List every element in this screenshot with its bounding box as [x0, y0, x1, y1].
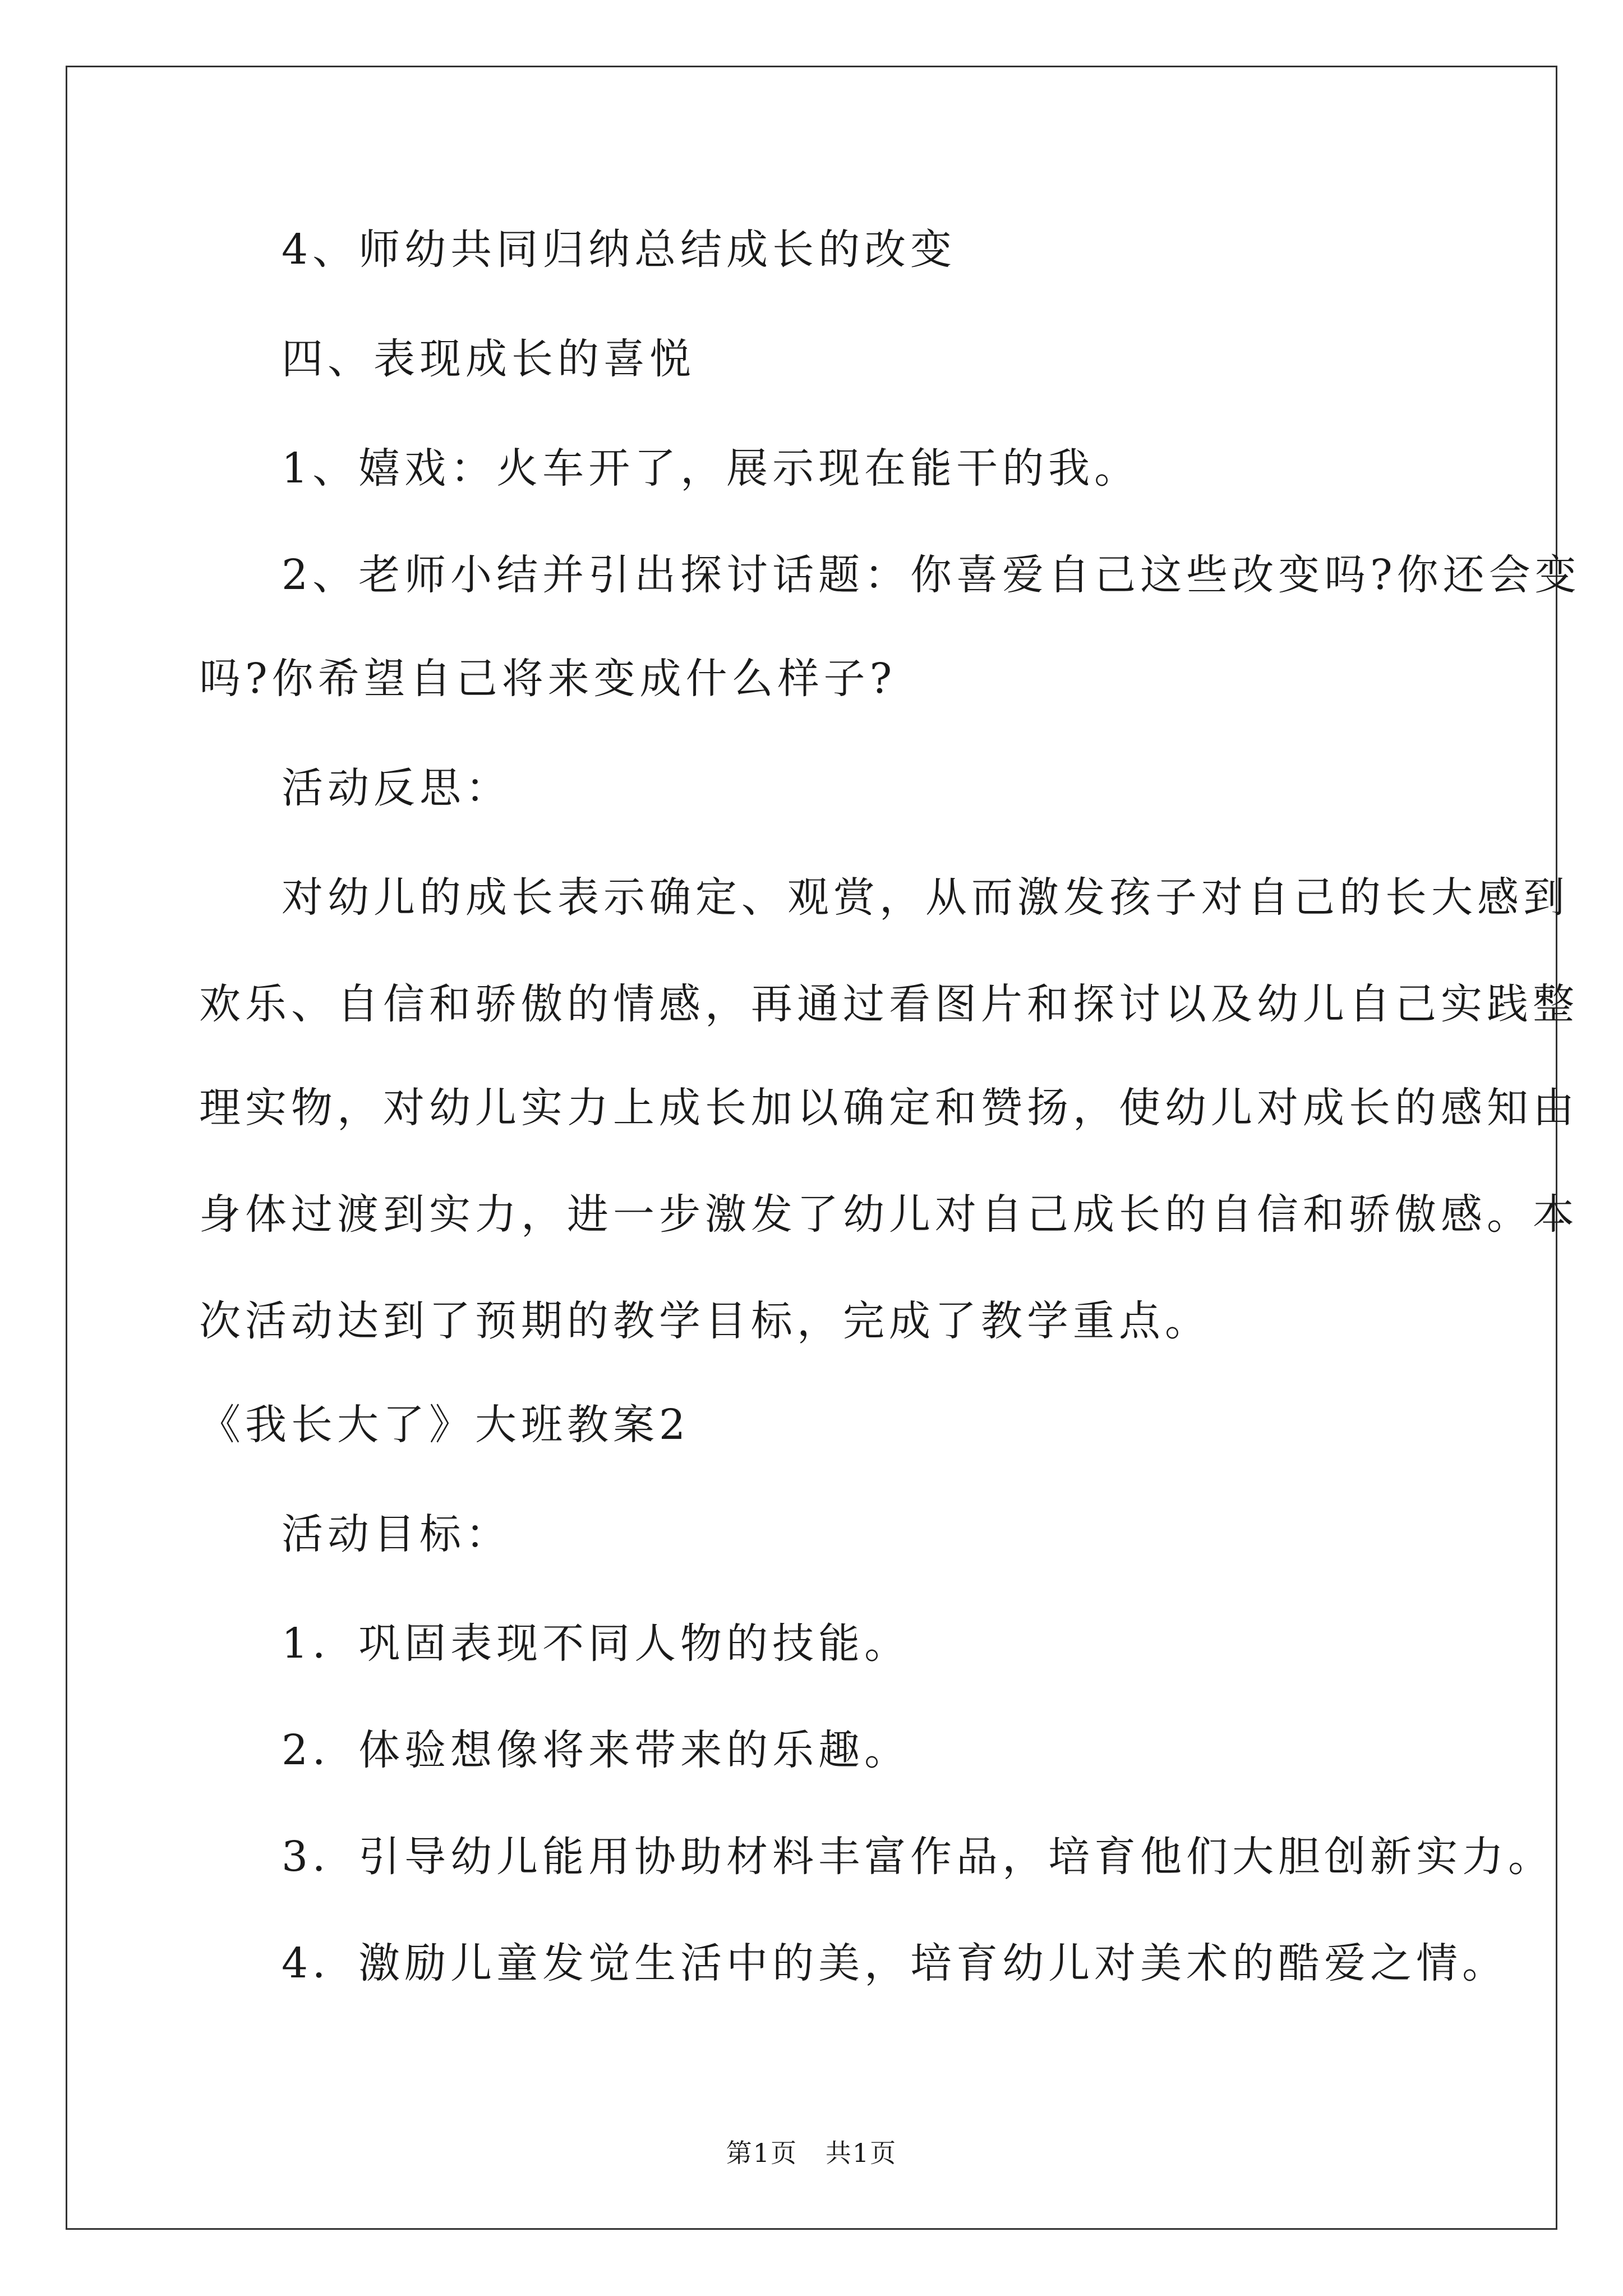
paragraph-line: 次活动达到了预期的教学目标，完成了教学重点。 [199, 1297, 1211, 1345]
section-heading: 活动反思： [282, 764, 511, 812]
page-footer: 第1页 共1页 [726, 2138, 897, 2168]
list-item: 4．激励儿童发觉生活中的美，培育幼儿对美术的酷爱之情。 [282, 1939, 1509, 1987]
paragraph-line: 4、师幼共同归纳总结成长的改变 [282, 226, 957, 274]
list-item: 3．引导幼儿能用协助材料丰富作品，培育他们大胆创新实力。 [282, 1833, 1555, 1881]
paragraph-line: 欢乐、自信和骄傲的情感，再通过看图片和探讨以及幼儿自己实践整 [199, 980, 1579, 1028]
paragraph-line: 吗?你希望自己将来变成什么样子? [199, 655, 897, 703]
paragraph-line: 1、嬉戏：火车开了，展示现在能干的我。 [282, 444, 1141, 493]
paragraph-line: 对幼儿的成长表示确定、观赏，从而激发孩子对自己的长大感到 [282, 873, 1569, 922]
paragraph-line: 身体过渡到实力，进一步激发了幼儿对自己成长的自信和骄傲感。本 [199, 1190, 1579, 1239]
section-heading: 四、表现成长的喜悦 [282, 335, 695, 383]
section-heading: 活动目标： [282, 1510, 511, 1558]
paragraph-line: 理实物，对幼儿实力上成长加以确定和赞扬，使幼儿对成长的感知由 [199, 1084, 1579, 1132]
list-item: 2．体验想像将来带来的乐趣。 [282, 1726, 911, 1774]
page-border [66, 66, 1557, 2230]
document-title: 《我长大了》大班教案2 [199, 1401, 690, 1449]
paragraph-line: 2、老师小结并引出探讨话题：你喜爱自己这些改变吗?你还会变 [282, 551, 1581, 599]
list-item: 1．巩固表现不同人物的技能。 [282, 1619, 911, 1668]
